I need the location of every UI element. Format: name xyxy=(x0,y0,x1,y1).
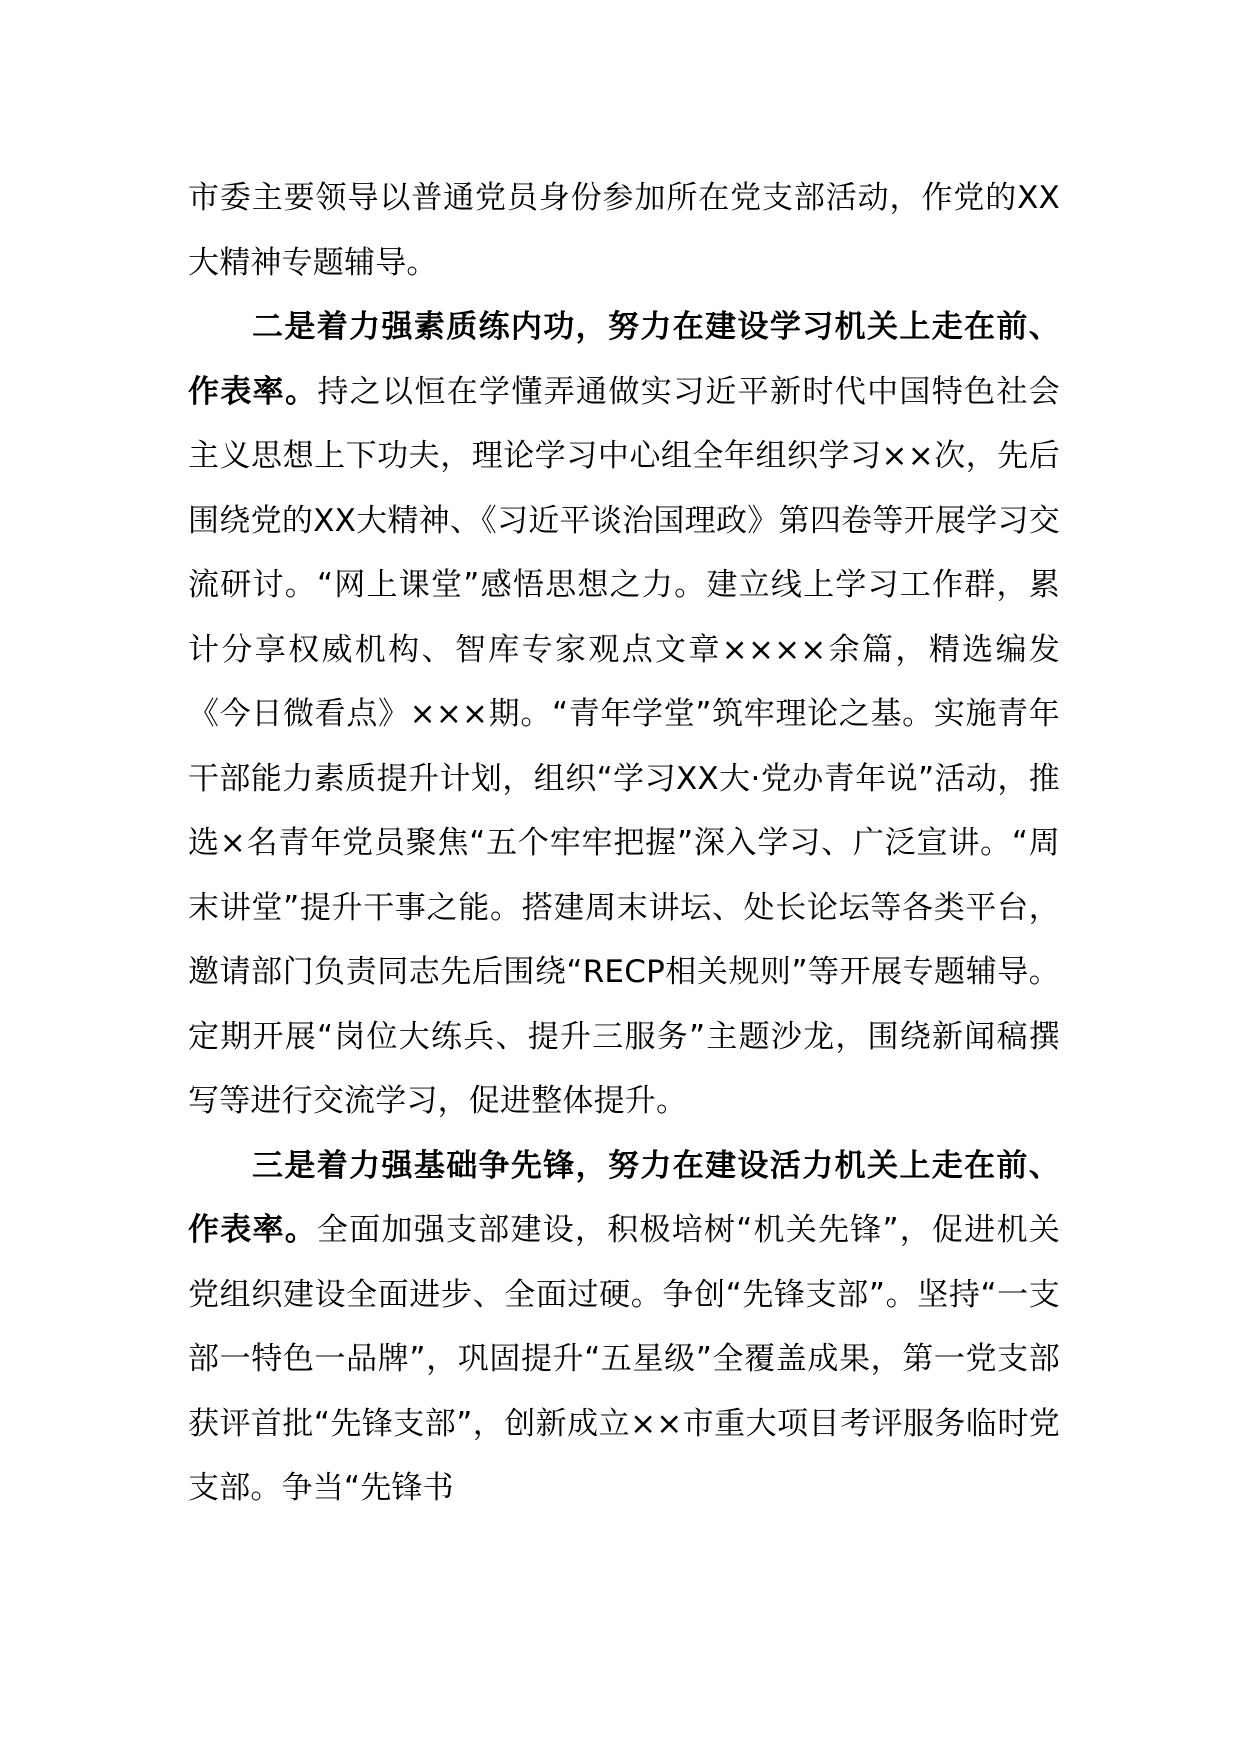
paragraph-vitality-organ xyxy=(188,1134,1060,1521)
paragraph-heading: 三是着力强基础争先锋，努力在建设活力机关上走在前、作表率。 xyxy=(188,1147,1060,1248)
paragraph-text: 持之以恒在学懂弄通做实习近平新时代中国特色社会主义思想上下功夫，理论学习中心组全年组织学习××次，先后围绕党的XX大精神、《习近平谈治国理政》第四卷等开展学习交流研讨。“网上课堂”感悟思想之力。建立线上学习工作群，累计分享权威机构、智库专家观点文章××××余篇，精选编发《今日微看点》×××期。“青年学堂”筑牢理论之基。实施青年干部能力素质提升计划，组织“学习XX大·党办青年说”活动，推选×名青年党员聚焦“五个牢牢把握”深入学习、广泛宣讲。“周末讲堂”提升干事之能。搭建周末讲坛、处长论坛等各类平台，邀请部门负责同志先后围绕“RECP相关规则”等开展专题辅导。定期开展“岗位大练兵、提升三服务”主题沙龙，围绕新闻稿撰写等进行交流学习，促进整体提升。 xyxy=(188,373,1060,1119)
paragraph-text: 市委主要领导以普通党员身份参加所在党支部活动，作党的XX大精神专题辅导。 xyxy=(188,180,1060,281)
paragraph-heading: 二是着力强素质练内功，努力在建设学习机关上走在前、作表率。 xyxy=(188,309,1060,410)
paragraph-continuation xyxy=(188,166,1060,295)
paragraph-text: 全面加强支部建设，积极培树“机关先锋”，促进机关党组织建设全面进步、全面过硬。争创“先锋支部”。坚持“一支部一特色一品牌”，巩固提升“五星级”全覆盖成果，第一党支部获评首批“先锋支部”，创新成立××市重大项目考评服务临时党支部。争当“先锋书 xyxy=(188,1212,1060,1506)
document-body xyxy=(188,166,1060,1521)
paragraph-study-organ xyxy=(188,295,1060,1134)
